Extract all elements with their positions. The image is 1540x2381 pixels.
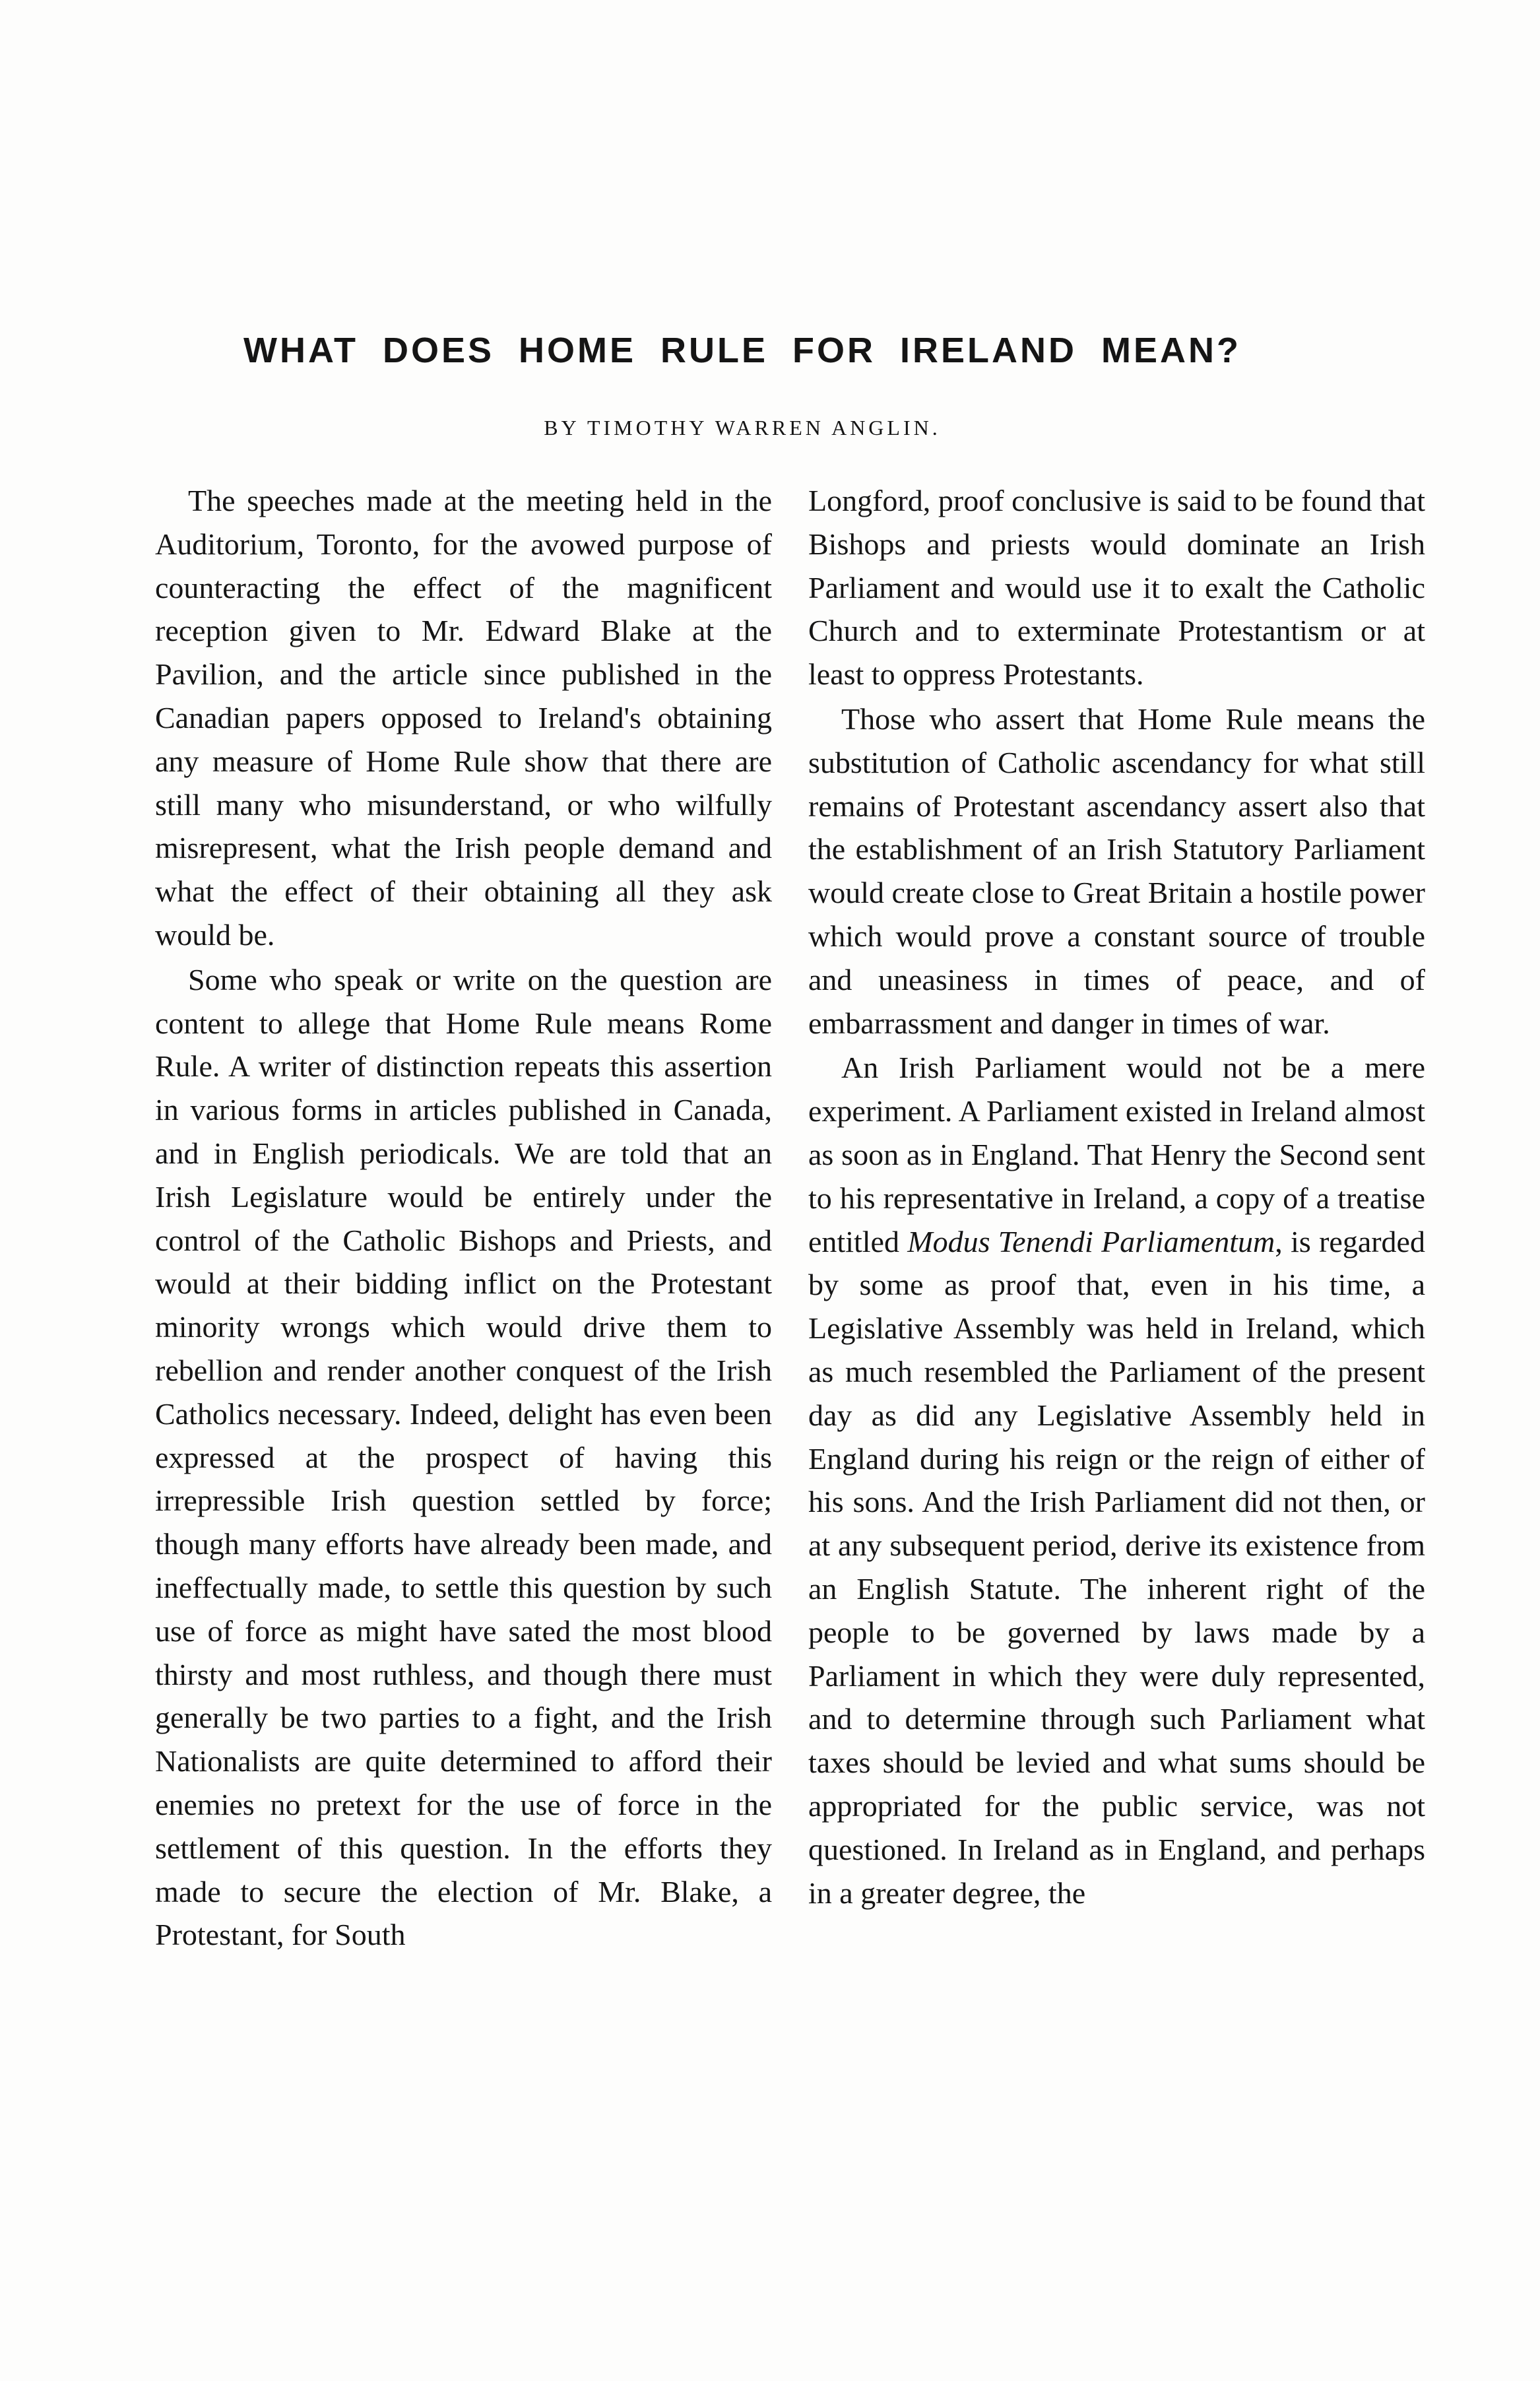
continued-paragraph: Longford, proof conclusive is said to be found that Bishops and priests would dominate an Irish Parliament and would use it to exalt the Catholic Church and to exterminate Protestantism or at least to oppress Protestants.	[808, 484, 1425, 692]
paragraph: Those who assert that Home Rule means the substitution of Catholic ascendancy for what still remains of Protestant ascendancy assert also that the establishment of an Irish Statutory Parliament would create close to Great Britain a hostile power which would prove a constant source of trouble and uneasiness in times of peace, and of embarrassment and danger in times of war.	[808, 701, 1426, 1040]
paragraph-text: An Irish Parliament would not be a mere experiment. A Parliament existed in Ireland almost as soon as in England. That Henry the Second sent to his representative in Ireland, a copy of a treatise entitled	[808, 1051, 1425, 1258]
treatise-title: Modus Tenendi Parliamentum	[907, 1224, 1275, 1258]
paragraph-text: , is regarded by some as proof that, even in his time, a Legislative Assembly was held in Ireland, which as much resembled the Parliament of the present day as did any Legislative Assembly held in England during his reign or the reign of either of his sons. And the Irish Parliament did not then, or at any subsequent period, derive its existence from an English Statute. The inherent right of the people to be governed by laws made by a Parliament in which they were duly represented, and to determine through such Parliament what taxes should be levied and what sums should be appropriated for the public service, was not questioned. In Ireland as in England, and perhaps in a greater degree, the	[808, 1224, 1425, 1910]
article-byline: BY TIMOTHY WARREN ANGLIN.	[544, 416, 941, 440]
article-title: WHAT DOES HOME RULE FOR IRELAND MEAN?	[243, 331, 1241, 370]
right-column	[808, 479, 1425, 1914]
paragraph: The speeches made at the meeting held in the Auditorium, Toronto, for the avowed purpose of counteracting the effect of the magnificent reception given to Mr. Edward Blake at the Pavilion, and the article since published in the Canadian papers opposed to Ireland's obtaining any measure of Home Rule show that there are still many who misunderstand, or who wilfully misrepresent, what the Irish people demand and what the effect of their obtaining all they ask would be.	[155, 484, 772, 952]
paragraph	[808, 1046, 1425, 1914]
paragraph: Some who speak or write on the question are content to allege that Home Rule means Rome Rule. A writer of distinction repeats this assertion in various forms in articles published in Canada, and in English periodicals. We are told that an Irish Legislature would be entirely under the control of the Catholic Bishops and Priests, and would at their bidding inflict on the Protestant minority wrongs which would drive them to rebellion and render another conquest of the Irish Catholics necessary. Indeed, delight has even been expressed at the prospect of having this irrepressible Irish question settled by force; though many efforts have already been made, and ineffectually made, to settle this question by such use of force as might have sated the most blood thirsty and most ruthless, and though there must generally be two parties to a fight, and the Irish Nationalists are quite determined to afford their enemies no pretext for the use of force in the settlement of this question. In the efforts they made to secure the election of Mr. Blake, a Protestant, for South	[155, 962, 772, 1952]
left-column	[155, 479, 772, 1957]
